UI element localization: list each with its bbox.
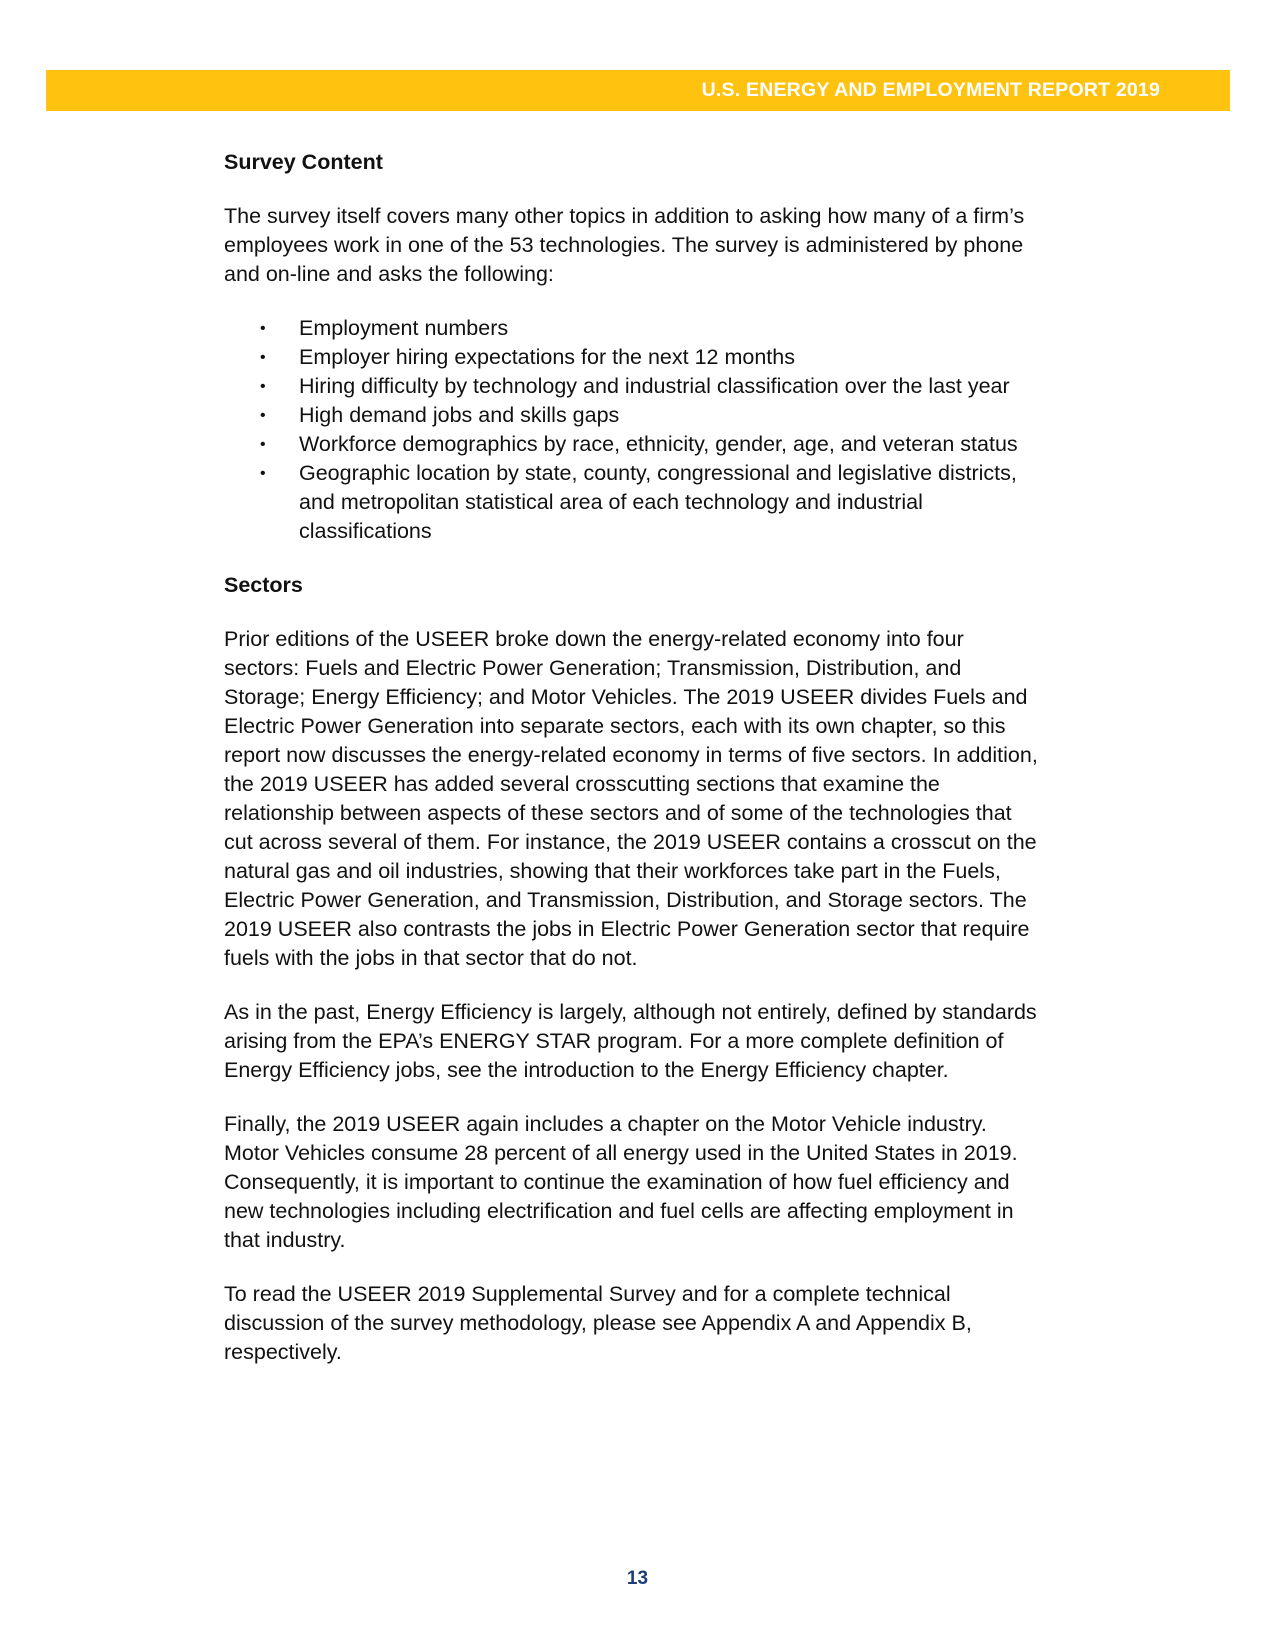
list-item: • High demand jobs and skills gaps [299, 401, 1044, 430]
report-title: U.S. ENERGY AND EMPLOYMENT REPORT 2019 [701, 79, 1160, 101]
sectors-heading: Sectors [224, 573, 303, 597]
report-header-bar [46, 70, 1230, 111]
bullet-icon: • [260, 349, 266, 366]
survey-content-heading: Survey Content [224, 150, 383, 174]
survey-topics-list [224, 314, 1044, 546]
energy-efficiency-paragraph: As in the past, Energy Efficiency is largely, although not entirely, defined by standards arising from the EPA’s ENERGY STAR program. For a more complete definition of Energy Efficiency jobs, see the introduction to the Energy Efficiency chapter. [224, 1000, 1037, 1082]
appendix-reference-paragraph: To read the USEER 2019 Supplemental Survey and for a complete technical discussion of the survey methodology, please see Appendix A and Appendix B, respectively. [224, 1282, 972, 1364]
bullet-icon: • [260, 407, 266, 424]
bullet-icon: • [260, 378, 266, 395]
motor-vehicles-paragraph: Finally, the 2019 USEER again includes a chapter on the Motor Vehicle industry. Motor Vehicles consume 28 percent of all energy used in the United States in 2019. Consequently, it is important to continue the examination of how fuel efficiency and new technologies including electrification and fuel cells are affecting employment in that industry. [224, 1112, 1018, 1252]
list-item: • Hiring difficulty by technology and industrial classification over the last year [299, 372, 1044, 401]
page-content [224, 148, 1044, 1392]
list-item: • Employer hiring expectations for the next 12 months [299, 343, 1044, 372]
bullet-icon: • [260, 436, 266, 453]
page-number: 13 [626, 1568, 649, 1589]
list-item: • Geographic location by state, county, congressional and legislative districts, and metropolitan statistical area of each technology and industrial classifications [260, 461, 1017, 543]
list-item: • Workforce demographics by race, ethnicity, gender, age, and veteran status [299, 430, 1044, 459]
sectors-paragraph: Prior editions of the USEER broke down the energy-related economy into four sectors: Fuels and Electric Power Generation; Transmission, Distribution, and Storage; Energy Efficiency; and Motor Vehicles. The 2019 USEER divides Fuels and Electric Power Generation into separate sectors, each with its own chapter, so this report now discusses the energy-related economy in terms of five sectors. In addition, the 2019 USEER has added several crosscutting sections that examine the relationship between aspects of these sectors and of some of the technologies that cut across several of them. For instance, the 2019 USEER contains a crosscut on the natural gas and oil industries, showing that their workforces take part in the Fuels, Electric Power Generation, and Transmission, Distribution, and Storage sectors. The 2019 USEER also contrasts the jobs in Electric Power Generation sector that require fuels with the jobs in that sector that do not. [224, 627, 1038, 970]
list-item: • Employment numbers [299, 314, 1044, 343]
bullet-icon: • [260, 320, 266, 337]
bullet-icon: • [260, 465, 266, 482]
survey-content-intro: The survey itself covers many other topics in addition to asking how many of a firm’s employees work in one of the 53 technologies. The survey is administered by phone and on-line and asks the following: [224, 204, 1025, 286]
